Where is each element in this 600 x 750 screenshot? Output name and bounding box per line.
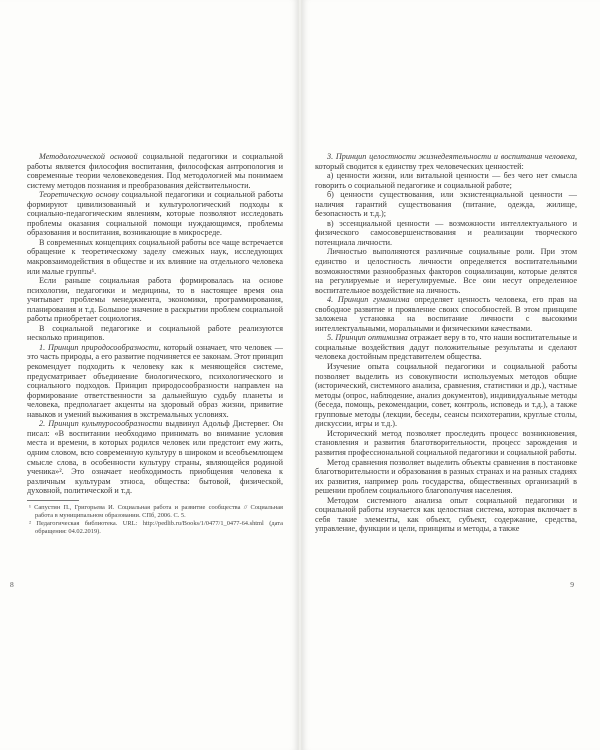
footnote-divider	[27, 500, 79, 501]
right-paragraph: Исторический метод позволяет проследить процесс возникновения, становления и развития благотворительности, процесс зарождения и развития профессиональной социальной педагогики и социальной работы.	[315, 428, 577, 457]
right-paragraph: Методом системного анализа опыт социальной педагогики и социальной работы изучается как целостная система, которая включает в себя такие элементы, как объект, субъект, содержание, средства, управление, функции и цели, принципы и методы, а также	[315, 495, 577, 534]
right-paragraph: а) ценности жизни, или витальной ценности — без чего нет смысла говорить о социальной педагогике и социальной работе;	[315, 171, 577, 190]
right-paragraph: Метод сравнения позволяет выделить объекты сравнения в постановке благотворительности и образования в разных странах и на разных стадиях их развития, например роль государства, общественных организаций в решении проблем социального благополучия населения.	[315, 457, 577, 496]
left-paragraph: В социальной педагогике и социальной работе реализуются несколько принципов.	[27, 323, 283, 343]
right-paragraph: 3. Принцип целостности жизнедеятельности и воспитания человека, который сводится к единству трех человеческих ценностей:	[315, 152, 577, 171]
left-paragraph: 1. Принцип природосообразности, который означает, что человек — это часть природы, а его развитие подчиняется ее законам. Этот принцип рекомендует подходить к человеку как к меняющейся системе, предусматривает объединение биологического, психологического и социального подходов. Принцип природосообразности направлен на формирование ответственности за дальнейшую судьбу планеты и человека, предполагает акценты на здоровый образ жизни, привитие навыков и умений выживания в экстремальных условиях.	[27, 342, 283, 419]
right-paragraph: 5. Принцип оптимизма отражает веру в то, что наши воспитательные и социальные воздействия дадут положительные результаты и сделают человека достойным представителем общества.	[315, 333, 577, 362]
left-page	[0, 0, 298, 750]
left-paragraph: Методологической основой социальной педагогики и социальной работы является философия воспитания, философская антропология и современные теории человековедения. Под методологией мы понимаем систему методов познания и преобразования действительности.	[27, 152, 283, 190]
right-paragraph: Изучение опыта социальной педагогики и социальной работы позволяет выделить из совокупности используемых методов общие (исторический, системного анализа, сравнения, статистики и др.), частные методы (опрос, наблюдение, анализ документов), индивидуальные методы (беседа, помощь, рекомендации, совет, контроль, исповедь и т.д.), а также групповые методы (лекции, беседы, сеансы психотерапии, круглые столы, дискуссии, игры и т.д.).	[315, 362, 577, 429]
footnote: ² Педагогическая библиотека. URL: http://pedlib.ru/Books/1/0477/1_0477-64.shtml (дата обращения: 04.02.2019).	[29, 519, 283, 535]
footnote: ¹ Сапустин П., Григорьева И. Социальная работа и развитие сообщества // Социальная работа в муниципальном образовании. СПб, 2006. С. 5.	[29, 503, 283, 519]
right-paragraph: Личностью выполняются различные социальные роли. При этом единство и целостность личности определяется воспитательными возможностями разнообразных факторов социализации, которые делятся на регулируемые и нерегулируемые. Все они несут определенное воспитательное воздействие на личность.	[315, 247, 577, 295]
right-paragraph: 4. Принцип гуманизма определяет ценность человека, его прав на свободное развитие и проявление своих способностей. В этом принципе заложена установка на воспитание личности с высокими интеллектуальными, моральными и физическими качествами.	[315, 295, 577, 333]
page-number: 8	[10, 580, 14, 589]
right-paragraph: б) ценности существования, или экзистенциальной ценности — наличия гарантий существования (питание, одежда, жилище, безопасность и т.д.);	[315, 190, 577, 219]
page-number: 9	[570, 580, 574, 589]
right-page	[302, 0, 600, 750]
left-paragraph: 2. Принцип культуросообразности выдвинул Адольф Дистервег. Он писал: «В воспитании необходимо принимать во внимание условия места и времени, в которых родился человек или предстоит ему жить, одним словом, всю современную культуру в широком и всеобъемлющем смысле слова, в особенности культуру страны, являющейся родиной ученика»². Это означает необходимость приобщения человека к различным культурам этноса, общества: бытовой, физической, духовной, политической и т.д.	[27, 419, 283, 496]
right-paragraph: в) эссенциальной ценности — возможности интеллектуального и физического самосовершенствования и реализации творческого потенциала личности.	[315, 218, 577, 247]
left-paragraph: В современных концепциях социальной работы все чаще встречается обращение к теоретическому заделу смежных наук, исследующих макровзаимодействия в обществе и их влияние на отдельного человека или малые группы¹.	[27, 237, 283, 276]
left-paragraph: Теоретическую основу социальной педагогики и социальной работы формируют цивилизованный и культурологический подходы к социально-педагогическим явлениям, которые позволяют исследовать проблемы оказания социальной помощи нуждающимся, проблемы образования и воспитания, возникающие в микросреде.	[27, 190, 283, 238]
right-text-column	[315, 152, 577, 534]
left-paragraph: Если раньше социальная работа формировалась на основе психологии, педагогики и медицины, то в настоящее время она учитывает проблемы менеджмента, экономики, программирования, планирования и т.д. Большое значение в раскрытии проблем социальной работы приобретает социология.	[27, 276, 283, 324]
left-text-column	[27, 152, 283, 536]
